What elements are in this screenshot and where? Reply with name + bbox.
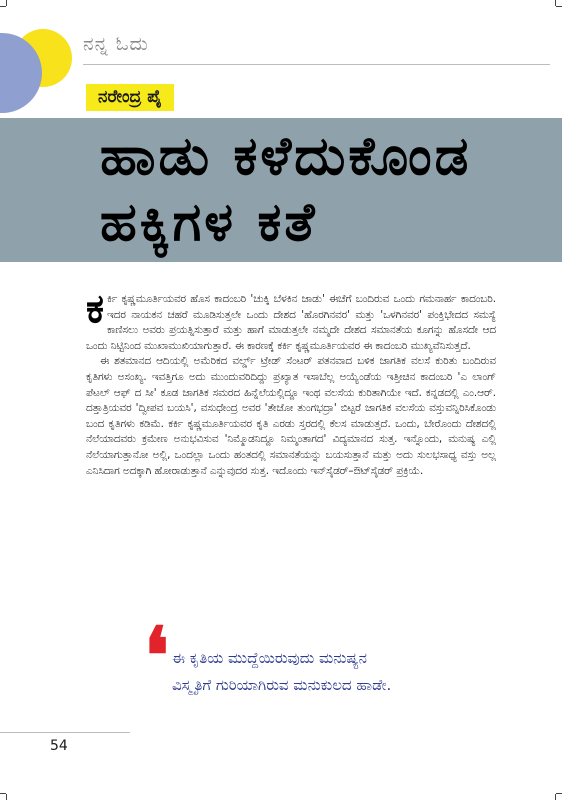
pull-quote <box>172 645 492 699</box>
crop-mark-bottom-right-v <box>555 794 556 800</box>
pull-quote-line-2: ವಿಸ್ಮೃತಿಗೆ ಗುರಿಯಾಗಿರುವ ಮನುಕುಲದ ಹಾಡೇ. <box>172 676 392 694</box>
article-paragraph-1 <box>86 286 496 354</box>
column-label: ನನ್ನ ಓದು <box>83 33 149 55</box>
footer-divider <box>0 732 130 733</box>
page-number: 54 <box>50 738 68 754</box>
article-title-line-2: ಹಕ್ಕಿಗಳ ಕತೆ <box>100 192 318 253</box>
article-body <box>86 286 496 479</box>
crop-mark-top-left-v <box>6 0 7 6</box>
quote-mark-icon: ❛ <box>144 611 170 702</box>
article-paragraph-1-text: ರ್ಕಿ ಕೃಷ್ಣಮೂರ್ತಿಯವರ ಹೊಸ ಕಾದಂಬರಿ 'ಚುಕ್ಕಿ ಬೆಳಕಿನ ಜಾಡು' ಈಚೆಗೆ ಬಂದಿರುವ ಒಂದು ಗಮನಾರ್ಹ ಕಾದಂಬರಿ. ಇದರ ನಾಯಕನ ಚಹರೆ ಮೂಡಿಸುತ್ತಲೇ ಒಂದು ದೇಶದ 'ಹೊರಗಿನವರ' ಮತ್ತು 'ಒಳಗಿನವರ' ಪಂಕ್ತಿಭೇದದ ಸಮಸ್ಯೆ ಕಾಣಿಸಲು ಅವರು ಪ್ರಯತ್ನಿಸುತ್ತಾರೆ ಮತ್ತು ಹಾಗೆ ಮಾಡುತ್ತಲೇ ನಮ್ಮದೇ ದೇಶದ ಸಮಾನತೆಯ ಕೂಗನ್ನು ಹೊಸದೇ ಆದ ಒಂದು ನಿಟ್ಟಿನಿಂದ ಮುಖಾಮುಖಿಯಾಗುತ್ತಾರೆ. ಈ ಕಾರಣಕ್ಕೆ ಕರ್ಕಿ ಕೃಷ್ಣಮೂರ್ತಿಯವರ ಈ ಕಾದಂಬರಿ ಮುಖ್ಯವೆನಿಸುತ್ತದೆ. <box>86 293 496 352</box>
header-divider <box>83 64 550 65</box>
crop-mark-bottom-right-h <box>556 793 562 794</box>
article-title-line-1: ಹಾಡು ಕಳೆದುಕೊಂಡ <box>100 126 472 187</box>
article-title <box>100 124 540 256</box>
drop-cap: ಕ <box>86 286 104 332</box>
crop-mark-top-left-h <box>0 6 6 7</box>
article-paragraph-2: ಈ ಶತಮಾನದ ಆದಿಯಲ್ಲಿ ಅಮೆರಿಕದ ವರ್ಲ್ಡ್ ಟ್ರೇಡ್ ಸೆಂಟರ್ ಪತನವಾದ ಬಳಿಕ ಜಾಗತಿಕ ವಲಸೆ ಕುರಿತು ಬಂದಿರುವ ಕೃತಿಗಳು ಅಸಂಖ್ಯ. ಇವತ್ತಿಗೂ ಅದು ಮುಂದುವರಿದಿದ್ದು ಪ್ರಖ್ಯಾತ ಇಸಾಬೆಲ್ಲ ಅಯ್ಯೆಂಡೆಯ ಇತ್ತೀಚಿನ ಕಾದಂಬರಿ 'ಎ ಲಾಂಗ್ ಪೆಟಲ್ ಆಫ್ ದ ಸೀ' ಕೂಡ ಜಾಗತಿಕ ಸಮರದ ಹಿನ್ನೆಲೆಯಲ್ಲಿದ್ದೂ ಇಂಥ ವಲಸೆಯ ಕುರಿತಾಗಿಯೇ ಇದೆ. ಕನ್ನಡದಲ್ಲಿ ಎಂ.ಆರ್. ದತ್ತಾತ್ರಿಯವರ 'ದ್ವೀಪವ ಬಯಸಿ', ವಸುಧೇಂದ್ರ ಅವರ 'ತೇಜೋ ತುಂಗಭದ್ರಾ' ಬಿಟ್ಟರೆ ಜಾಗತಿಕ ವಲಸೆಯ ವಸ್ತುವನ್ನಿರಿಸಿಕೊಂಡು ಬಂದ ಕೃತಿಗಳು ಕಡಿಮೆ. ಕರ್ಕಿ ಕೃಷ್ಣಮೂರ್ತಿಯವರ ಕೃತಿ ಎರಡು ಸ್ತರದಲ್ಲಿ ಕೆಲಸ ಮಾಡುತ್ತದೆ. ಒಂದು, ಬೇರೊಂದು ದೇಶದಲ್ಲಿ ನೆಲೆಯಾದವರು ಕ್ರಮೇಣ ಅನುಭವಿಸುವ 'ನಿಮ್ಮೊಡನಿದ್ದೂ ನಿಮ್ಮಂತಾಗದ' ವಿದ್ಯಮಾನದ ಸುತ್ತ. ಇನ್ನೊಂದು, ಮನುಷ್ಯ ಎಲ್ಲಿ ನೆಲೆಯಾಗುತ್ತಾನೋ ಅಲ್ಲಿ, ಒಂದಲ್ಲಾ ಒಂದು ಹಂತದಲ್ಲಿ ಸಮಾನತೆಯನ್ನು ಬಯಸುತ್ತಾನೆ ಮತ್ತು ಅದು ಸುಲಭಸಾಧ್ಯ ವಸ್ತು ಅಲ್ಲ ಎನಿಸಿದಾಗ ಅದಕ್ಕಾಗಿ ಹೋರಾಡುತ್ತಾನೆ ಎನ್ನುವುದರ ಸುತ್ತ. ಇದೊಂದು ಇನ್‌ಸೈಡರ್–ಔಟ್‌ಸೈಡರ್ ಪ್ರಕ್ರಿಯೆ. <box>86 355 496 477</box>
crop-mark-top-right-h <box>556 6 562 7</box>
crop-mark-top-right-v <box>555 0 556 6</box>
crop-mark-bottom-left-v <box>6 794 7 800</box>
pull-quote-line-1: ಈ ಕೃತಿಯ ಮುದ್ದೆಯಿರುವುದು ಮನುಷ್ಯನ <box>172 649 367 667</box>
author-name: ನರೇಂದ್ರ ಪೈ <box>86 84 174 111</box>
